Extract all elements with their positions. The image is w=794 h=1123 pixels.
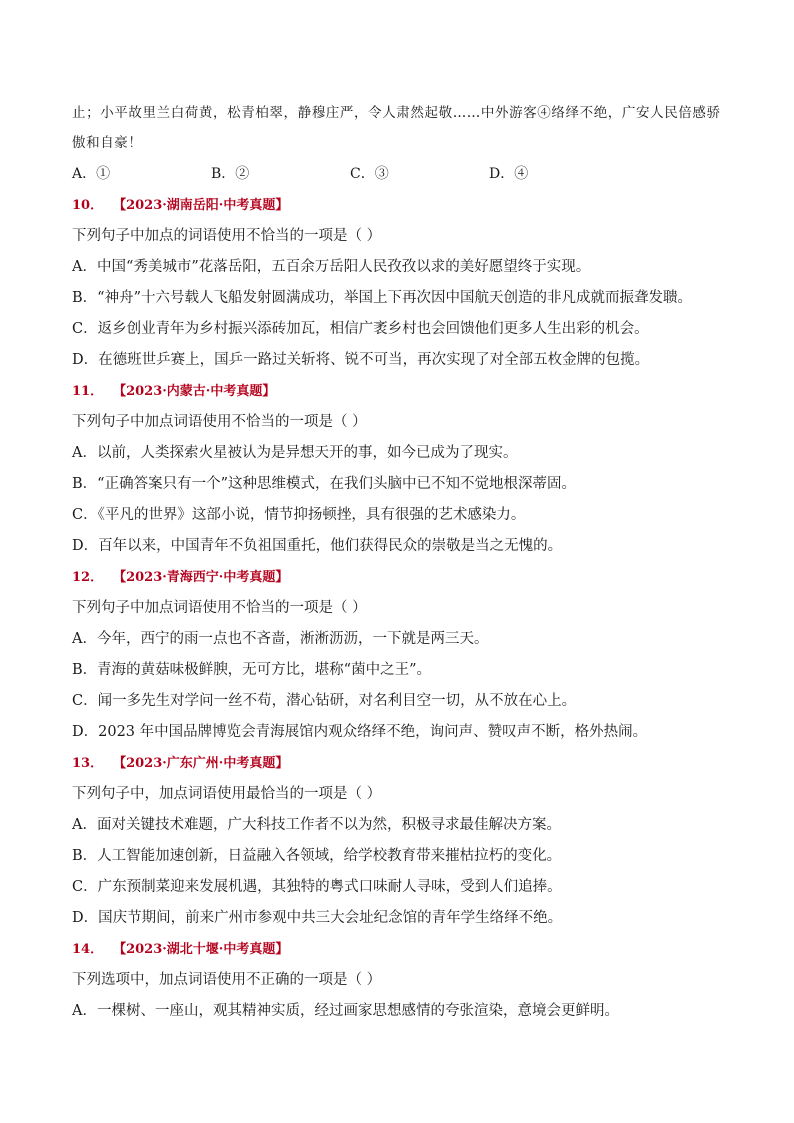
choice-a: A．以前，人类探索火星被认为是异想天开的事，如今已成为了现实。	[72, 445, 518, 461]
question-source: 【2023·内蒙古·中考真题】	[113, 384, 276, 399]
question-header	[72, 748, 732, 779]
question-stem: 下列选项中，加点词语使用不正确的一项是（ ）	[72, 972, 382, 988]
question-number: 14．	[72, 942, 104, 957]
question-header	[72, 934, 732, 965]
choice-d: D．在德班世乒赛上，国乒一路过关斩将、锐不可当，再次实现了对全部五枚金牌的包揽。	[72, 352, 650, 368]
question-10	[72, 190, 732, 376]
question-stem: 下列句子中加点词语使用不恰当的一项是（ ）	[72, 414, 367, 430]
choice-c: C．《平凡的世界》这部小说，情节抑扬顿挫，具有很强的艺术感染力。	[72, 507, 526, 523]
choice-d: D．2023 年中国品牌博览会青海展馆内观众络绎不绝，询问声、赞叹声不断，格外热闹。	[72, 724, 648, 740]
choice-c: C．返乡创业青年为乡村振兴添砖加瓦，相信广袤乡村也会回馈他们更多人生出彩的机会。	[72, 321, 649, 337]
choice-a: A．面对关键技术难题，广大科技工作者不以为然，积极寻求最佳解决方案。	[72, 817, 561, 833]
choice-a: A．中国“秀美城市”花落岳阳，五百余万岳阳人民孜孜以求的美好愿望终于实现。	[72, 259, 591, 275]
question-stem: 下列句子中加点词语使用不恰当的一项是（ ）	[72, 600, 367, 616]
option-c: C．③	[350, 166, 389, 182]
continuation-line-2: 傲和自豪！	[72, 135, 143, 151]
question-header	[72, 190, 732, 221]
option-b: B．②	[211, 166, 250, 182]
choice-a: A．一棵树、一座山，观其精神实质，经过画家思想感情的夸张渲染，意境会更鲜明。	[72, 1003, 619, 1019]
continuation-line-1: 止；小平故里兰白荷黄，松青柏翠，静穆庄严，令人肃然起敬……中外游客④络绎不绝，广安人民倍感骄	[72, 105, 721, 121]
question-12	[72, 562, 732, 748]
choice-c: C．广东预制菜迎来发展机遇，其独特的粤式口味耐人寻味，受到人们追捧。	[72, 879, 562, 895]
choice-a: A．今年，西宁的雨一点也不吝啬，淅淅沥沥，一下就是两三天。	[72, 631, 489, 647]
option-a: A．①	[72, 166, 111, 182]
choice-b: B．“正确答案只有一个”这种思维模式，在我们头脑中已不知不觉地根深蒂固。	[72, 476, 576, 492]
question-source: 【2023·青海西宁·中考真题】	[113, 570, 289, 585]
question-number: 10．	[72, 198, 104, 213]
question-source: 【2023·广东广州·中考真题】	[113, 756, 289, 771]
question-stem: 下列句子中加点的词语使用不恰当的一项是（ ）	[72, 228, 382, 244]
question-13	[72, 748, 732, 934]
question-header	[72, 562, 732, 593]
question-number: 13．	[72, 756, 104, 771]
page-content	[72, 98, 732, 1027]
choice-d: D．国庆节期间，前来广州市参观中共三大会址纪念馆的青年学生络绎不绝。	[72, 910, 563, 926]
choice-b: B．人工智能加速创新，日益融入各领域，给学校教育带来摧枯拉朽的变化。	[72, 848, 562, 864]
choice-b: B．青海的黄菇味极鲜腴，无可方比，堪称“菌中之王”。	[72, 662, 431, 678]
question-11	[72, 376, 732, 562]
choice-b: B．“神舟”十六号载人飞船发射圆满成功，举国上下再次因中国航天创造的非凡成就而振聋发聩。	[72, 290, 692, 306]
choice-c: C．闻一多先生对学问一丝不苟，潜心钻研，对名利目空一切，从不放在心上。	[72, 693, 577, 709]
question-14	[72, 934, 732, 1027]
option-d: D．④	[489, 166, 529, 182]
question-number: 12．	[72, 570, 104, 585]
question-number: 11．	[72, 384, 104, 399]
question-stem: 下列句子中，加点词语使用最恰当的一项是（ ）	[72, 786, 382, 802]
choice-d: D．百年以来，中国青年不负祖国重托，他们获得民众的崇敬是当之无愧的。	[72, 538, 563, 554]
question-source: 【2023·湖南岳阳·中考真题】	[113, 198, 289, 213]
question-source: 【2023·湖北十堰·中考真题】	[113, 942, 289, 957]
previous-question-options	[72, 158, 732, 190]
question-header	[72, 376, 732, 407]
